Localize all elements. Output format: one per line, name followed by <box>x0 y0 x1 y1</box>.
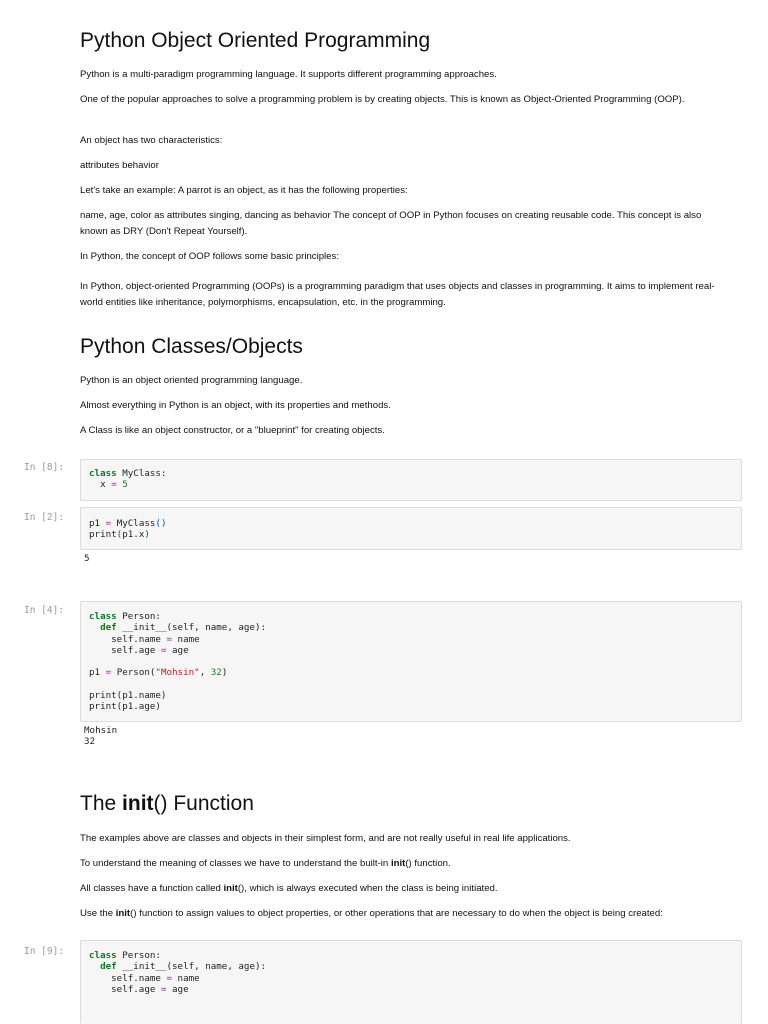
paragraph: In Python, object-oriented Programming (OOPs) is a programming paradigm that uses objects and classes in programming. It aims to implement real-world entities like inheritance, polymorphisms, encapsulation, etc. in the programming. <box>80 281 715 308</box>
code-token: = <box>166 972 172 984</box>
heading-oop: Python Object Oriented Programming <box>80 29 431 52</box>
input-prompt: In [4]: <box>24 605 65 616</box>
code-token: 32 <box>210 667 222 679</box>
code-token: age <box>166 983 189 995</box>
cell-output <box>84 553 90 564</box>
code-token: = <box>111 479 117 491</box>
output-text: Mohsin 32 <box>84 725 118 748</box>
code-token: = <box>105 518 112 529</box>
code-token: class <box>89 950 117 961</box>
code-token <box>89 622 100 633</box>
code-token: () <box>155 518 167 529</box>
paragraph: attributes behavior <box>80 160 159 171</box>
code-token: self.name <box>89 972 167 984</box>
code-token: class <box>89 468 117 479</box>
code-token: p1 <box>89 518 106 529</box>
paragraph: An object has two characteristics: <box>80 135 223 146</box>
code-block[interactable] <box>89 468 166 491</box>
paragraph: A Class is like an object constructor, or a "blueprint" for creating objects. <box>80 425 385 436</box>
code-token: self.name <box>89 633 167 645</box>
code-token: "Mohsin" <box>155 667 200 679</box>
code-token: 5 <box>116 479 128 491</box>
code-token: = <box>166 633 172 645</box>
output-text: 5 <box>84 553 90 564</box>
heading-classes-objects: Python Classes/Objects <box>80 335 303 358</box>
code-token: = <box>105 667 112 679</box>
code-token: x <box>89 479 112 491</box>
code-token: Person: <box>116 950 161 961</box>
paragraph: Use the init() function to assign values to object properties, or other operations that are necessary to do when the object is being created: <box>80 908 663 919</box>
code-cell[interactable] <box>80 940 742 1024</box>
code-cell[interactable] <box>80 601 742 722</box>
code-token: p1 <box>89 667 106 679</box>
code-token: Person( <box>111 667 156 679</box>
code-token: MyClass: <box>116 468 167 479</box>
paragraph: All classes have a function called init(), which is always executed when the class is being initiated. <box>80 883 498 894</box>
code-token: ( <box>116 529 123 541</box>
code-cell[interactable] <box>80 459 742 501</box>
code-token: = <box>160 644 167 656</box>
code-token: = <box>160 983 167 995</box>
code-token: age <box>166 644 189 656</box>
code-block[interactable] <box>89 611 266 713</box>
code-token: , <box>199 667 211 679</box>
code-block[interactable] <box>89 518 167 541</box>
paragraph: In Python, the concept of OOP follows some basic principles: <box>80 251 339 262</box>
paragraph: Let's take an example: A parrot is an object, as it has the following properties: <box>80 185 408 196</box>
paragraph: The examples above are classes and objects in their simplest form, and are not really useful in real life applications. <box>80 833 571 844</box>
code-token: print(p1.age) <box>89 701 161 713</box>
code-token: p1.x <box>122 529 145 541</box>
code-cell[interactable] <box>80 507 742 550</box>
code-token: print(p1.name) <box>89 690 167 702</box>
code-token: class <box>89 611 117 622</box>
paragraph: Python is a multi-paradigm programming language. It supports different programming approaches. <box>80 69 497 80</box>
paragraph: name, age, color as attributes singing, dancing as behavior The concept of OOP in Python focuses on creating reusable code. This concept is also known as DRY (Don't Repeat Yourself). <box>80 210 702 237</box>
code-token: ) <box>144 529 150 541</box>
code-token: __init__(self, name, age): <box>116 622 267 634</box>
code-token: self.age <box>89 983 161 995</box>
code-token: name <box>172 972 200 984</box>
paragraph: To understand the meaning of classes we have to understand the built-in init() function. <box>80 858 451 869</box>
code-token: def <box>100 961 117 973</box>
input-prompt: In [9]: <box>24 946 65 957</box>
code-token: name <box>172 633 200 645</box>
code-block[interactable] <box>89 950 266 995</box>
code-token: MyClass <box>111 518 156 529</box>
code-token: Person: <box>116 611 161 622</box>
code-token: ) <box>221 667 228 679</box>
code-token: def <box>100 622 117 634</box>
cell-output <box>84 725 117 748</box>
code-token: self.age <box>89 644 161 656</box>
code-token <box>89 961 100 972</box>
heading-init-function: The init() Function <box>80 792 254 815</box>
code-token: print <box>89 529 117 541</box>
paragraph: One of the popular approaches to solve a programming problem is by creating objects. This is known as Object-Oriented Programming (OOP). <box>80 94 685 105</box>
code-token: __init__(self, name, age): <box>116 961 267 973</box>
input-prompt: In [8]: <box>24 462 65 473</box>
input-prompt: In [2]: <box>24 512 65 523</box>
paragraph: Almost everything in Python is an object, with its properties and methods. <box>80 400 391 411</box>
paragraph: Python is an object oriented programming language. <box>80 375 303 386</box>
